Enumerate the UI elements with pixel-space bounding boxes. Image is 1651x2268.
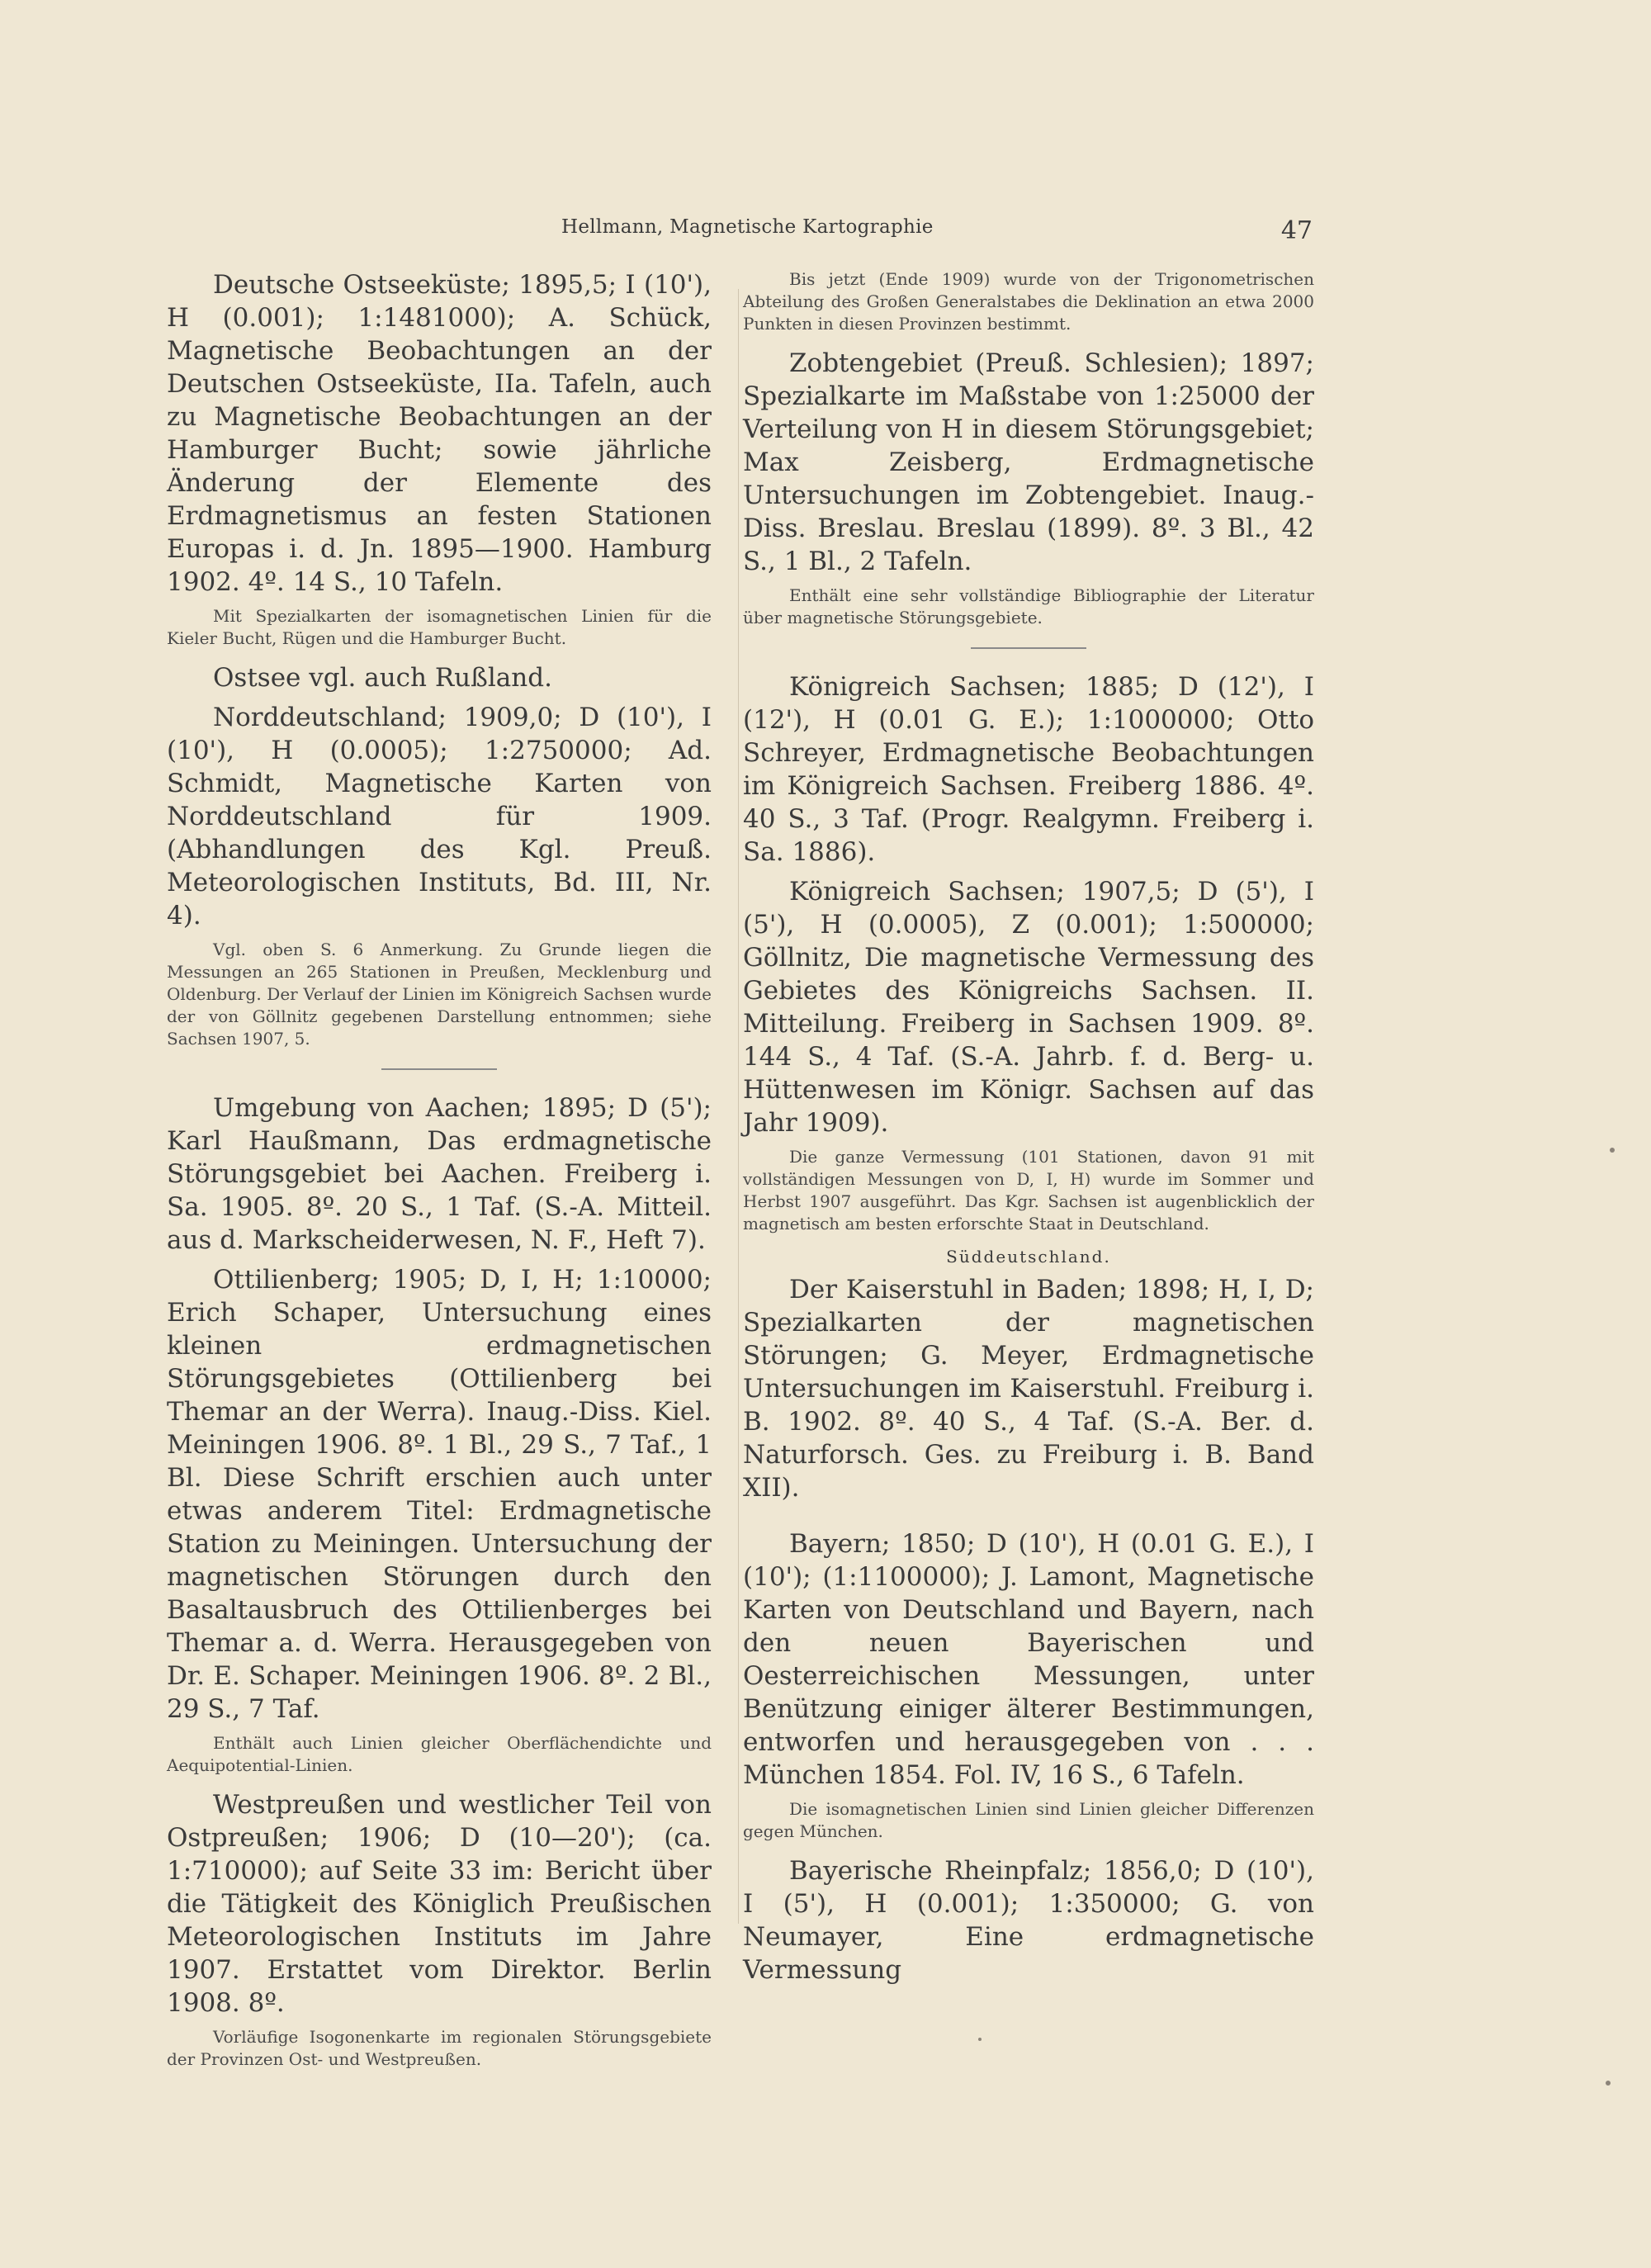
bibliography-entry: Königreich Sachsen; 1885; D (12'), I (12'), H (0.01 G. E.); 1:1000000; Otto Schreyer, Erdmagnetische Beobachtungen im Königreich Sachsen. Freiberg 1886. 4º. 40 S., 3 Taf. (Progr. Realgymn. Freiberg i. Sa. 1886). xyxy=(743,672,1314,867)
paper-speck xyxy=(1610,1148,1615,1153)
bibliography-note: Enthält eine sehr vollständige Bibliographie der Literatur über magnetische Störungsgebiete. xyxy=(743,585,1314,627)
page-header xyxy=(165,216,1313,253)
bibliography-note: Bis jetzt (Ende 1909) wurde von der Trigonometrischen Abteilung des Großen Generalstabes die Deklination an etwa 2000 Punkten in diesen Provinzen bestimmt. xyxy=(743,269,1314,334)
section-heading: Süddeutschland. xyxy=(946,1247,1111,1267)
left-column xyxy=(167,268,712,2082)
bibliography-entry: Königreich Sachsen; 1907,5; D (5'), I (5'), H (0.0005), Z (0.001); 1:500000; Göllnitz, Die magnetische Vermessung des Gebietes des Königreichs Sachsen. II. Mitteilung. Freiberg in Sachsen 1909. 8º. 144 S., 4 Taf. (S.-A. Jahrb. f. d. Berg- u. Hüttenwesen im Königr. Sachsen auf das Jahr 1909). xyxy=(743,877,1314,1138)
bibliography-entry: Ostsee vgl. auch Rußland. xyxy=(213,663,552,693)
bibliography-entry: Deutsche Ostseeküste; 1895,5; I (10'), H (0.001); 1:1481000); A. Schück, Magnetische Beobachtungen an der Deutschen Ostseeküste, IIa. Tafeln, auch zu Magnetische Beobachtungen an der Hamburger Bucht; sowie jährliche Änderung der Elemente des Erdmagnetismus an festen Stationen Europas i. d. Jn. 1895—1900. Hamburg 1902. 4º. 14 S., 10 Tafeln. xyxy=(167,270,712,597)
bibliography-entry: Der Kaiserstuhl in Baden; 1898; H, I, D; Spezialkarten der magnetischen Störungen; G. Meyer, Erdmagnetische Untersuchungen im Kaiserstuhl. Freiburg i. B. 1902. 8º. 40 S., 4 Taf. (S.-A. Ber. d. Naturforsch. Ges. zu Freiburg i. B. Band XII). xyxy=(743,1275,1314,1503)
bibliography-entry: Zobtengebiet (Preuß. Schlesien); 1897; Spezialkarte im Maßstabe von 1:25000 der Verteilung von H in diesem Störungsgebiet; Max Zeisberg, Erdmagnetische Untersuchungen im Zobtengebiet. Inaug.-Diss. Breslau. Breslau (1899). 8º. 3 Bl., 42 S., 1 Bl., 2 Tafeln. xyxy=(743,348,1314,576)
bibliography-note: Mit Spezialkarten der isomagnetischen Linien für die Kieler Bucht, Rügen und die Hamburger Bucht. xyxy=(167,606,712,648)
section-rule xyxy=(381,1068,497,1070)
bibliography-entry: Norddeutschland; 1909,0; D (10'), I (10'), H (0.0005); 1:2750000; Ad. Schmidt, Magnetische Karten von Norddeutschland für 1909. (Abhandlungen des Kgl. Preuß. Meteorologischen Instituts, Bd. III, Nr. 4). xyxy=(167,703,712,930)
bibliography-note: Vgl. oben S. 6 Anmerkung. Zu Grunde liegen die Messungen an 265 Stationen in Preußen, Mecklenburg und Oldenburg. Der Verlauf der Linien im Königreich Sachsen wurde der von Göllnitz gegebenen Darstellung entnommen; siehe Sachsen 1907, 5. xyxy=(167,940,712,1049)
running-title: Hellmann, Magnetische Kartographie xyxy=(561,216,934,238)
paper-speck xyxy=(978,2038,982,2041)
page-number: 47 xyxy=(1280,216,1313,245)
bibliography-entry: Umgebung von Aachen; 1895; D (5'); Karl Haußmann, Das erdmagnetische Störungsgebiet bei Aachen. Freiberg i. Sa. 1905. 8º. 20 S., 1 Taf. (S.-A. Mitteil. aus d. Markscheiderwesen, N. F., Heft 7). xyxy=(167,1093,712,1255)
bibliography-note: Vorläufige Isogonenkarte im regionalen Störungsgebiete der Provinzen Ost- und Westpreußen. xyxy=(167,2027,712,2069)
bibliography-note: Enthält auch Linien gleicher Oberflächendichte und Aequipotential-Linien. xyxy=(167,1733,712,1775)
bibliography-entry: Bayerische Rheinpfalz; 1856,0; D (10'), I (5'), H (0.001); 1:350000; G. von Neumayer, Eine erdmagnetische Vermessung xyxy=(743,1856,1314,1985)
bibliography-note: Die ganze Vermessung (101 Stationen, davon 91 mit vollständigen Messungen von D, I, H) wurde im Sommer und Herbst 1907 ausgeführt. Das Kgr. Sachsen ist augenblicklich der magnetisch am besten erforschte Staat in Deutschland. xyxy=(743,1147,1314,1233)
right-column xyxy=(743,268,1314,1993)
bibliography-entry: Ottilienberg; 1905; D, I, H; 1:10000; Erich Schaper, Untersuchung eines kleinen erdmagnetischen Störungsgebietes (Ottilienberg bei Themar an der Werra). Inaug.-Diss. Kiel. Meiningen 1906. 8º. 1 Bl., 29 S., 7 Taf., 1 Bl. Diese Schrift erschien auch unter etwas anderem Titel: Erdmagnetische Station zu Meiningen. Untersuchung der magnetischen Störungen durch den Basaltausbruch des Ottilienberges bei Themar a. d. Werra. Herausgegeben von Dr. E. Schaper. Meiningen 1906. 8º. 2 Bl., 29 S., 7 Taf. xyxy=(167,1265,712,1724)
bibliography-entry: Bayern; 1850; D (10'), H (0.01 G. E.), I (10'); (1:1100000); J. Lamont, Magnetische Karten von Deutschland und Bayern, nach den neuen Bayerischen und Oesterreichischen Messungen, unter Benützung einiger älterer Bestimmungen, entworfen und herausgegeben von . . . München 1854. Fol. IV, 16 S., 6 Tafeln. xyxy=(743,1529,1314,1790)
spacer xyxy=(743,1511,1314,1527)
bibliography-note: Die isomagnetischen Linien sind Linien gleicher Differenzen gegen München. xyxy=(743,1799,1314,1841)
section-rule xyxy=(971,647,1086,649)
paper-speck xyxy=(1606,2081,1611,2086)
column-divider xyxy=(738,289,739,1924)
bibliography-entry: Westpreußen und westlicher Teil von Ostpreußen; 1906; D (10—20'); (ca. 1:710000); auf Seite 33 im: Bericht über die Tätigkeit des Königlich Preußischen Meteorologischen Instituts im Jahre 1907. Erstattet vom Direktor. Berlin 1908. 8º. xyxy=(167,1790,712,2018)
